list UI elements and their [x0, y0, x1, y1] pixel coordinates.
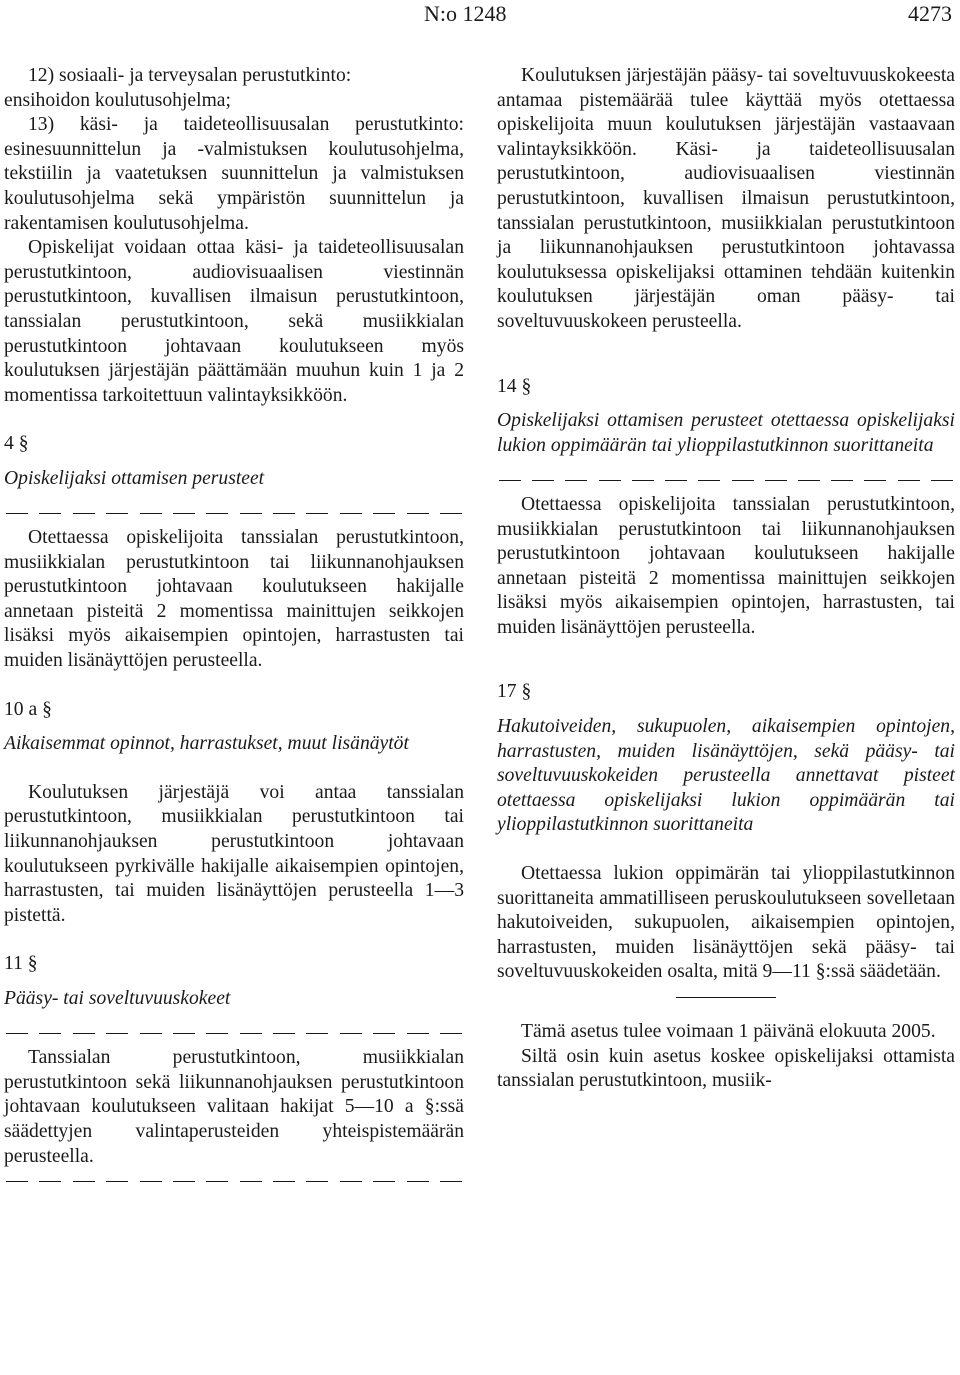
separator-rule — [676, 997, 776, 998]
section-10a-title: Aikaisemmat opinnot, harrastukset, muut lisänäytöt — [4, 733, 409, 755]
right-column — [497, 64, 955, 1094]
section-17-number: 17 § — [497, 681, 532, 703]
final-paragraph-1: Tämä asetus tulee voimaan 1 päivänä elokuuta 2005. — [521, 1021, 936, 1042]
section-4-title: Opiskelijaksi ottamisen perusteet — [4, 467, 265, 489]
item-12-line-1: 12) sosiaali- ja terveysalan perustutkinto: — [28, 65, 352, 86]
section-11-text: Tanssialan perustutkintoon, musiikkialan perustutkintoon sekä liikunnanohjauksen perustutkintoon johtavaan koulutukseen valitaan hakijat 5—10 a §:ssä säädettyjen valintaperusteiden yhteispistemäärän perusteella. — [4, 1047, 464, 1167]
statute-number: N:o 1248 — [424, 1, 507, 26]
item-13: 13) käsi- ja taideteollisuusalan perustutkinto: esinesuunnittelun ja -valmistuksen koulutusohjelma, tekstiilin ja vaatetuksen suunnittelun ja valmistuksen koulutusohjelma sekä ympäristön suunnittelun ja rakentamisen koulutusohjelma. — [4, 114, 464, 234]
section-11-title: Pääsy- tai soveltuvuuskokeet — [4, 988, 231, 1009]
section-17-title: Hakutoiveiden, sukupuolen, aikaisempien opintojen, harrastusten, muiden lisänäyttöjen, sekä pääsy- tai soveltuvuuskokeiden perusteella annettavat pisteet otettaessa opiskelijaksi lukion oppimäärän tai ylioppilastutkinnon suorittaneita — [497, 716, 955, 836]
omission-dashes — [499, 468, 953, 493]
section-10a-text: Koulutuksen järjestäjä voi antaa tanssialan perustutkintoon, musiikkialan perustutkintoon tai liikunnanohjauksen perustutkintoon johtavaan koulutukseen pyrkivälle hakijalle aikaisempien opintojen, harrastusten, tai muiden lisänäyttöjen perusteella 1—3 pistettä. — [4, 781, 464, 926]
omission-dashes — [6, 1169, 462, 1194]
final-paragraph-2: Siltä osin kuin asetus koskee opiskelijaksi ottamista tanssialan perustutkintoon, musiik- — [497, 1045, 955, 1092]
paragraph-opiskelijat: Opiskelijat voidaan ottaa käsi- ja taideteollisuusalan perustutkintoon, audiovisuaalisen viestinnän perustutkintoon, kuvallisen ilmaisun perustutkintoon, tanssialan perustutkintoon, sekä musiikkialan perustutkintoon johtavaan koulutukseen myös koulutuksen järjestäjän päättämään muuhun kuin 1 ja 2 momentissa tarkoitettuun valintayksikköön. — [4, 237, 464, 406]
paragraph-top: Koulutuksen järjestäjän pääsy- tai soveltuvuuskokeesta antamaa pistemäärää tulee käyttää myös otettaessa opiskelijoita muun koulutuksen järjestäjän vastaavaan valintayksikköön. Käsi- ja taideteollisuusalan perustutkintoon, audiovisuaalisen viestinnän perustutkintoon, kuvallisen ilmaisun perustutkintoon, tanssialan perustutkintoon, musiikkialan perustutkintoon ja liikunnanohjauksen perustutkintoon johtavassa koulutuksessa opiskelijaksi ottaminen tehdään kuitenkin koulutuksen järjestäjän oman pääsy- tai soveltuvuuskokeen perusteella. — [497, 65, 955, 332]
left-column — [4, 64, 464, 1194]
omission-dashes — [6, 1022, 462, 1047]
page-header — [0, 0, 960, 34]
page-number: 4273 — [908, 1, 952, 26]
section-17-text: Otettaessa lukion oppimärän tai ylioppilastutkinnon suorittaneita ammatilliseen peruskoulutukseen sovelletaan hakutoiveiden, sukupuolen, aikaisempien opintojen, harrastusten, muiden lisänäyttöjen sekä pääsy- tai soveltuvuuskokeiden osalta, mitä 9—11 §:ssä säädetään. — [497, 863, 955, 983]
section-10a-number: 10 a § — [4, 698, 52, 720]
item-12-line-2: ensihoidon koulutusohjelma; — [4, 89, 231, 111]
section-14-number: 14 § — [497, 375, 532, 397]
omission-dashes — [6, 502, 462, 527]
section-4-number: 4 § — [4, 433, 29, 455]
section-14-text: Otettaessa opiskelijoita tanssialan perustutkintoon, musiikkialan perustutkintoon tai liikunnanohjauksen perustutkintoon johtavaan koulutukseen hakijalle annetaan pisteitä 2 momentissa mainittujen seikkojen lisäksi myös aikaisempien opintojen, harrastusten, tai muiden lisänäyttöjen perusteella. — [497, 493, 955, 638]
section-4-text: Otettaessa opiskelijoita tanssialan perustutkintoon, musiikkialan perustutkintoon tai liikunnanohjauksen perustutkintoon johtavaan koulutukseen hakijalle annetaan pisteitä 2 momentissa mainittujen seikkojen lisäksi myös aikaisempien opintojen, harrastusten tai muiden lisänäyttöjen perusteella. — [4, 527, 464, 672]
section-11-number: 11 § — [4, 953, 38, 975]
section-14-title: Opiskelijaksi ottamisen perusteet otettaessa opiskelijaksi lukion oppimäärän tai ylioppilastutkinnon suorittaneita — [497, 410, 955, 456]
